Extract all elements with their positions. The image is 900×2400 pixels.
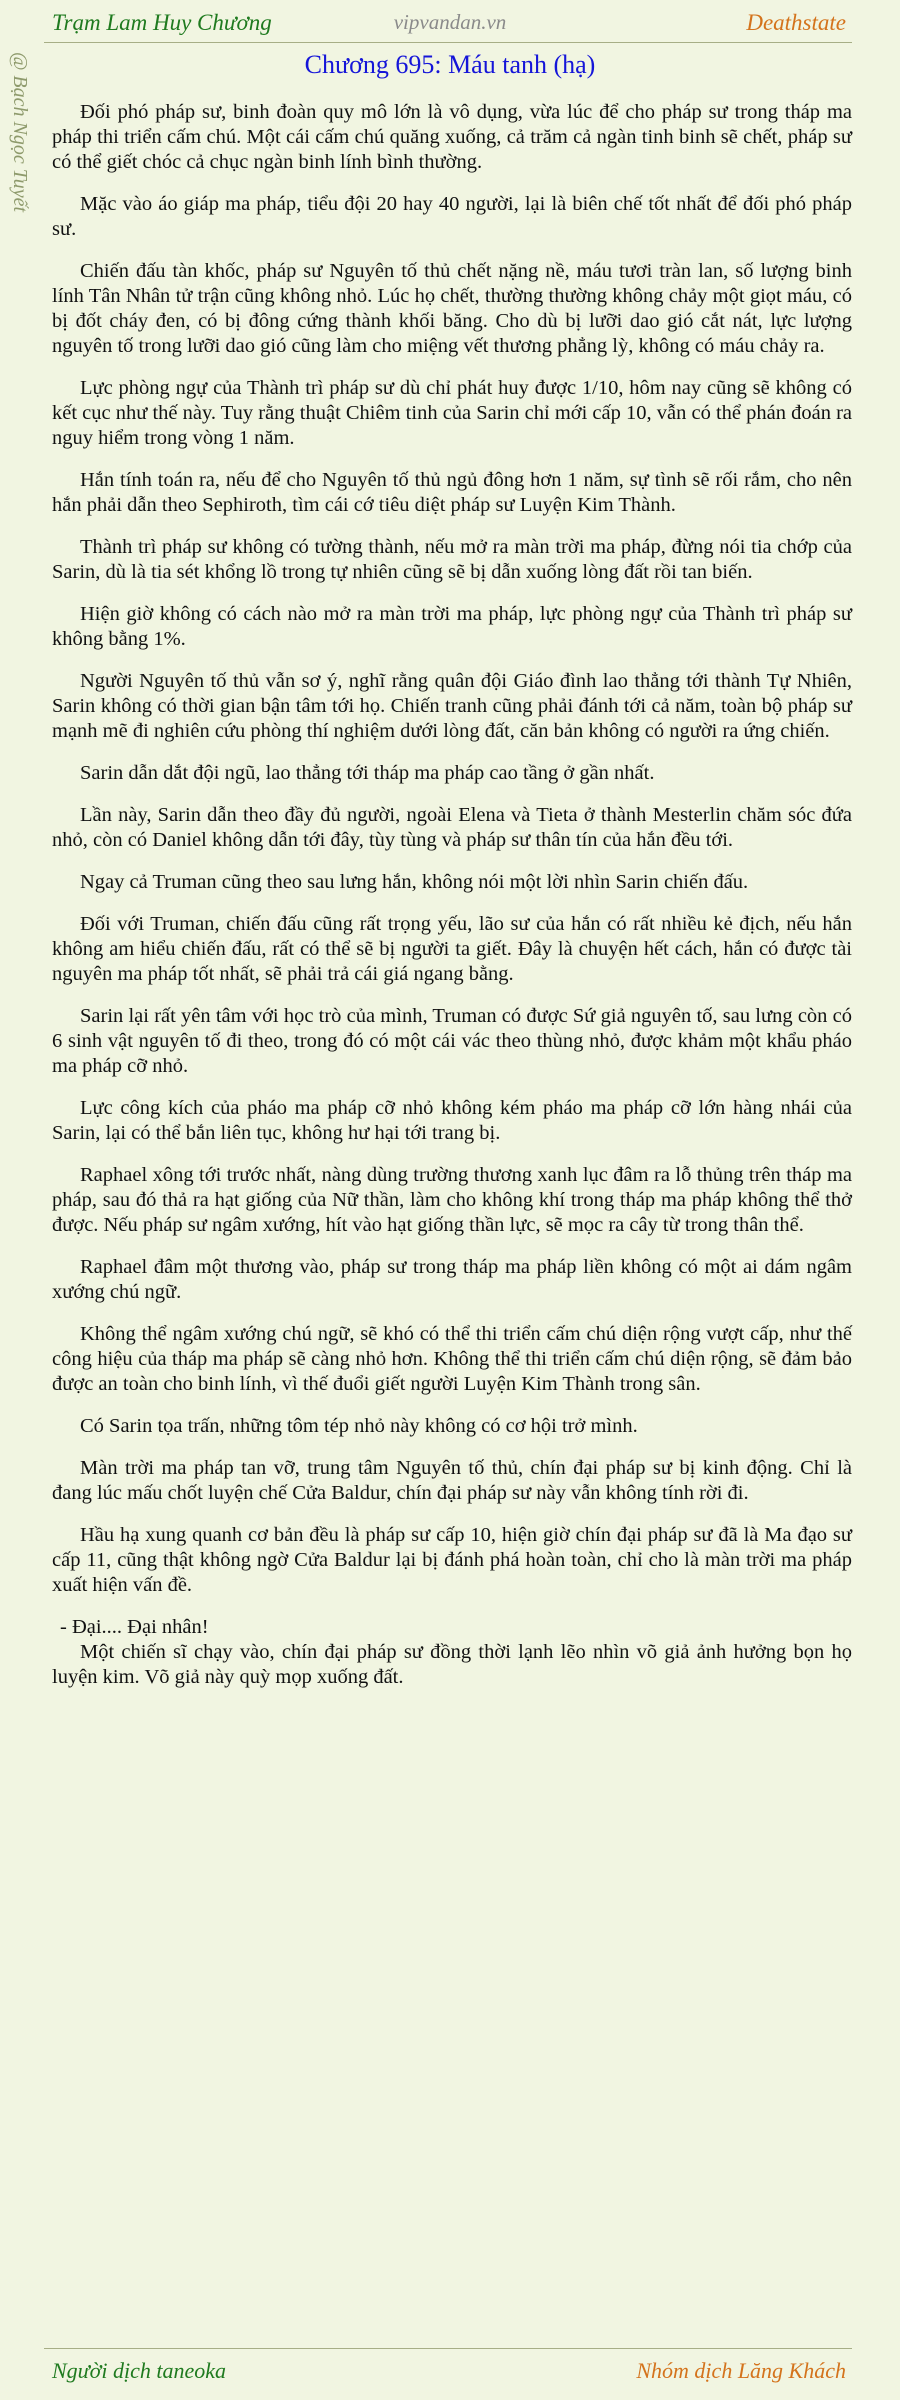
paragraph: Raphael đâm một thương vào, pháp sư trong tháp ma pháp liền không có một ai dám ngâm xướng chú ngữ.: [52, 1256, 852, 1303]
paragraph: Sarin dẫn dắt đội ngũ, lao thẳng tới tháp ma pháp cao tầng ở gần nhất.: [80, 762, 655, 784]
paragraph: Thành trì pháp sư không có tường thành, nếu mở ra màn trời ma pháp, đừng nói tia chớp của Sarin, dù là tia sét khổng lồ trong tự nhiên cũng sẽ bị dẫn xuống lòng đất rồi tan biến.: [52, 536, 852, 583]
paragraph: Lực phòng ngự của Thành trì pháp sư dù chỉ phát huy được 1/10, hôm nay cũng sẽ không có kết cục như thế này. Tuy rằng thuật Chiêm tinh của Sarin chỉ mới cấp 10, vẫn có thể phán đoán ra nguy hiểm trong vòng 1 năm.: [52, 377, 853, 449]
paragraph: Raphael xông tới trước nhất, nàng dùng trường thương xanh lục đâm ra lỗ thủng trên tháp ma pháp, sau đó thả ra hạt giống của Nữ thần, làm cho không khí trong tháp ma pháp không thể thở được. Nếu pháp sư ngâm xướng, hít vào hạt giống thần lực, sẽ mọc ra cây từ trong thân thể.: [52, 1164, 852, 1236]
footer-divider: [44, 2348, 852, 2349]
paragraph: Màn trời ma pháp tan vỡ, trung tâm Nguyên tố thủ, chín đại pháp sư bị kinh động. Chỉ là đang lúc mấu chốt luyện chế Cửa Baldur, chín đại pháp sư này vẫn không tính rời đi.: [52, 1457, 852, 1504]
paragraph: Người Nguyên tố thủ vẫn sơ ý, nghĩ rằng quân đội Giáo đình lao thẳng tới thành Tự Nhiên, Sarin không có thời gian bận tâm tới họ. Chiến tranh cũng phải đánh tới cả năm, toàn bộ pháp sư mạnh mẽ đi nghiên cứu phòng thí nghiệm dưới lòng đất, căn bản không có người ra ứng chiến.: [52, 670, 852, 742]
paragraph: Chiến đấu tàn khốc, pháp sư Nguyên tố thủ chết nặng nề, máu tươi tràn lan, số lượng binh lính Tân Nhân tử trận cũng không nhỏ. Lúc họ chết, thường thường không chảy một giọt máu, có bị đốt cháy đen, có bị đông cứng thành khối băng. Cho dù bị lưỡi dao gió cắt nát, lực lượng nguyên tố trong lưỡi dao gió cũng làm cho miệng vết thương phẳng lỳ, không có máu chảy ra.: [52, 260, 852, 357]
translator-credit: Người dịch taneoka: [52, 2358, 227, 2383]
final-paragraph: Một chiến sĩ chạy vào, chín đại pháp sư đồng thời lạnh lẽo nhìn võ giả ảnh hưởng bọn họ luyện kim. Võ giả này quỳ mọp xuống đất.: [52, 1641, 852, 1688]
paragraph: Lực công kích của pháo ma pháp cỡ nhỏ không kém pháo ma pháp cỡ lớn hàng nhái của Sarin, lại có thể bắn liên tục, không hư hại tới trang bị.: [52, 1097, 852, 1144]
chapter-title: Chương 695: Máu tanh (hạ): [304, 50, 596, 79]
header-divider: [44, 42, 852, 43]
chapter-content: [52, 100, 852, 1707]
paragraph: Hiện giờ không có cách nào mở ra màn trời ma pháp, lực phòng ngự của Thành trì pháp sư không bằng 1%.: [52, 603, 852, 650]
paragraph: Có Sarin tọa trấn, những tôm tép nhỏ này không có cơ hội trở mình.: [80, 1415, 638, 1437]
author-name: Deathstate: [746, 10, 846, 35]
paragraph: Hắn tính toán ra, nếu để cho Nguyên tố thủ ngủ đông hơn 1 năm, sự tình sẽ rối rắm, cho nên hắn phải dẫn theo Sephiroth, tìm cái cớ tiêu diệt pháp sư Luyện Kim Thành.: [52, 469, 852, 516]
dialogue-line: - Đại.... Đại nhân!: [60, 1616, 209, 1638]
paragraph: Đối với Truman, chiến đấu cũng rất trọng yếu, lão sư của hắn có rất nhiều kẻ địch, nếu hắn không am hiểu chiến đấu, rất có thể sẽ bị người ta giết. Đây là chuyện hết cách, hắn có được tài nguyên ma pháp tốt nhất, sẽ phải trả cái giá ngang bằng.: [52, 913, 852, 985]
paragraph: Không thể ngâm xướng chú ngữ, sẽ khó có thể thi triển cấm chú diện rộng vượt cấp, như thế công hiệu của tháp ma pháp sẽ càng nhỏ hơn. Không thể thi triển cấm chú diện rộng, sẽ đảm bảo được an toàn cho binh lính, vì thế đuổi giết người Luyện Kim Thành trong sân.: [52, 1323, 852, 1395]
site-url: vipvandan.vn: [393, 10, 507, 34]
page-header: [0, 0, 900, 46]
translation-group-credit: Nhóm dịch Lăng Khách: [636, 2358, 846, 2383]
site-name: Trạm Lam Huy Chương: [52, 10, 272, 35]
paragraph: Đối phó pháp sư, binh đoàn quy mô lớn là vô dụng, vừa lúc để cho pháp sư trong tháp ma pháp thi triển cấm chú. Một cái cấm chú quăng xuống, cả trăm cả ngàn tinh binh sẽ chết, pháp sư có thể giết chóc cả chục ngàn binh lính bình thường.: [52, 101, 852, 173]
paragraph: Mặc vào áo giáp ma pháp, tiểu đội 20 hay 40 người, lại là biên chế tốt nhất để đối phó pháp sư.: [52, 193, 852, 240]
paragraph: Ngay cả Truman cũng theo sau lưng hắn, không nói một lời nhìn Sarin chiến đấu.: [80, 871, 749, 893]
paragraph: Lần này, Sarin dẫn theo đầy đủ người, ngoài Elena và Tieta ở thành Mesterlin chăm sóc đứa nhỏ, còn có Daniel không dẫn tới đây, tùy tùng và pháp sư thân tín của hắn đều tới.: [52, 804, 852, 851]
side-watermark: @ Bạch Ngọc Tuyết: [9, 52, 31, 213]
paragraph: Hầu hạ xung quanh cơ bản đều là pháp sư cấp 10, hiện giờ chín đại pháp sư đã là Ma đạo sư cấp 11, cũng thật không ngờ Cửa Baldur lại bị đánh phá hoàn toàn, chỉ cho là màn trời ma pháp xuất hiện vấn đề.: [52, 1524, 852, 1596]
paragraph: Sarin lại rất yên tâm với học trò của mình, Truman có được Sứ giả nguyên tố, sau lưng còn có 6 sinh vật nguyên tố đi theo, trong đó có một cái vác theo thùng nhỏ, được khảm một khẩu pháo ma pháp cỡ nhỏ.: [52, 1005, 852, 1077]
